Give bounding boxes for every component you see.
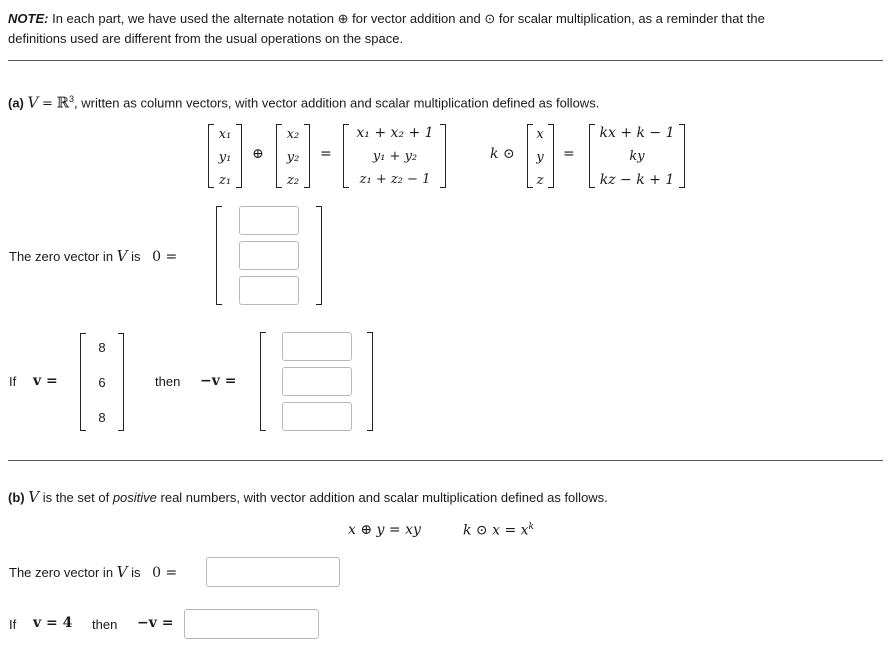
zero-a-input-3[interactable] — [239, 276, 299, 305]
zero-b-V: V — [116, 563, 128, 581]
part-a-heading — [8, 90, 599, 113]
neg-v-a-input-2[interactable] — [282, 367, 352, 396]
neg-v-a-input-3[interactable] — [282, 402, 352, 431]
scalar-result-x: kx + k − 1 — [599, 125, 675, 141]
v-a-value-3: 8 — [98, 410, 106, 425]
zero-b-input[interactable] — [206, 557, 340, 587]
part-a-V: V — [27, 93, 39, 112]
part-b-add-rule: x ⊕ y = xy — [348, 522, 421, 538]
zero-b-text: The zero vector in — [9, 565, 114, 580]
add-result-x: x₁ + x₂ + 1 — [356, 125, 434, 141]
note-text-a: In each part, we have used the alternate notation — [52, 11, 334, 26]
v-a-sym: v = — [33, 373, 58, 389]
neg-v-a-sym: −v = — [200, 373, 237, 389]
scalar-vec-z: z — [536, 173, 544, 188]
add-left2-x: x₂ — [286, 127, 300, 142]
add-result-z: z₁ + z₂ − 1 — [359, 172, 431, 187]
scalar-result-z: kz − k + 1 — [599, 172, 675, 188]
scalar-k: k — [490, 146, 499, 162]
add-left2-y: y₂ — [286, 150, 300, 165]
part-b-scalar-sup: k — [528, 522, 535, 532]
divider-top — [8, 60, 883, 61]
v-b-sym: v = 4 — [33, 615, 73, 631]
scalar-vec-y: y — [536, 150, 544, 165]
part-a-R-sup: 3 — [68, 94, 74, 104]
scalar-equals: = — [563, 146, 575, 162]
zero-a-input-1[interactable] — [239, 206, 299, 235]
divider-middle — [8, 460, 883, 461]
part-b-desc-a: is the set of — [42, 490, 110, 505]
neg-v-b-input[interactable] — [184, 609, 319, 639]
part-b-desc-b: real numbers, with vector addition and scalar multiplication defined as follows. — [160, 490, 608, 505]
add-equals: = — [320, 146, 332, 162]
note-label: NOTE: — [8, 11, 49, 26]
add-left2-z: z₂ — [286, 173, 300, 188]
note-text-c: for scalar multiplication, as a reminder that the — [498, 11, 765, 26]
if-b-label: If — [9, 617, 17, 632]
neg-v-b-sym: −v = — [137, 615, 174, 631]
v-a-value-2: 6 — [98, 375, 106, 390]
part-b-V: V — [28, 488, 40, 506]
zero-b-is: is — [131, 565, 141, 580]
then-a-label: then — [155, 374, 181, 389]
if-a-label: If — [9, 374, 17, 389]
add-left1-x: x₁ — [218, 127, 232, 142]
part-b-scalar-rule — [463, 522, 534, 539]
v-a-value-1: 8 — [98, 340, 106, 355]
oplus-icon: ⊕ — [337, 11, 349, 26]
part-b-scalar-base: k ⊙ x = x — [463, 522, 529, 539]
part-a-label: (a) — [8, 95, 24, 111]
then-b-label: then — [92, 617, 118, 632]
part-a-eq: = — [41, 96, 53, 112]
odot-operator: ⊙ — [503, 146, 515, 162]
part-b-heading — [8, 488, 608, 507]
add-left1-y: y₁ — [218, 150, 232, 165]
zero-a-sym: 0 = — [152, 249, 178, 265]
scalar-result-y: ky — [629, 149, 645, 164]
zero-a-input-2[interactable] — [239, 241, 299, 270]
note-text — [8, 9, 878, 49]
add-result-y: y₁ + y₂ — [372, 149, 418, 164]
oplus-operator: ⊕ — [252, 146, 264, 162]
zero-vector-b-label — [9, 563, 177, 582]
zero-a-V: V — [116, 247, 128, 265]
zero-vector-a-label — [9, 247, 177, 266]
odot-icon: ⊙ — [484, 11, 496, 26]
zero-b-sym: 0 = — [152, 565, 178, 581]
zero-a-text: The zero vector in — [9, 249, 114, 264]
note-line2: definitions used are different from the usual operations on the space. — [8, 31, 404, 46]
scalar-vec-x: x — [536, 127, 544, 142]
part-a-desc: , written as column vectors, with vector addition and scalar multiplication defined as follows. — [74, 95, 600, 111]
add-left1-z: z₁ — [218, 173, 232, 188]
part-a-R: ℝ — [56, 93, 69, 112]
part-b-positive: positive — [112, 490, 157, 505]
note-text-b: for vector addition and — [352, 11, 481, 26]
zero-a-is: is — [131, 249, 141, 264]
part-b-label: (b) — [8, 490, 25, 505]
neg-v-a-input-1[interactable] — [282, 332, 352, 361]
